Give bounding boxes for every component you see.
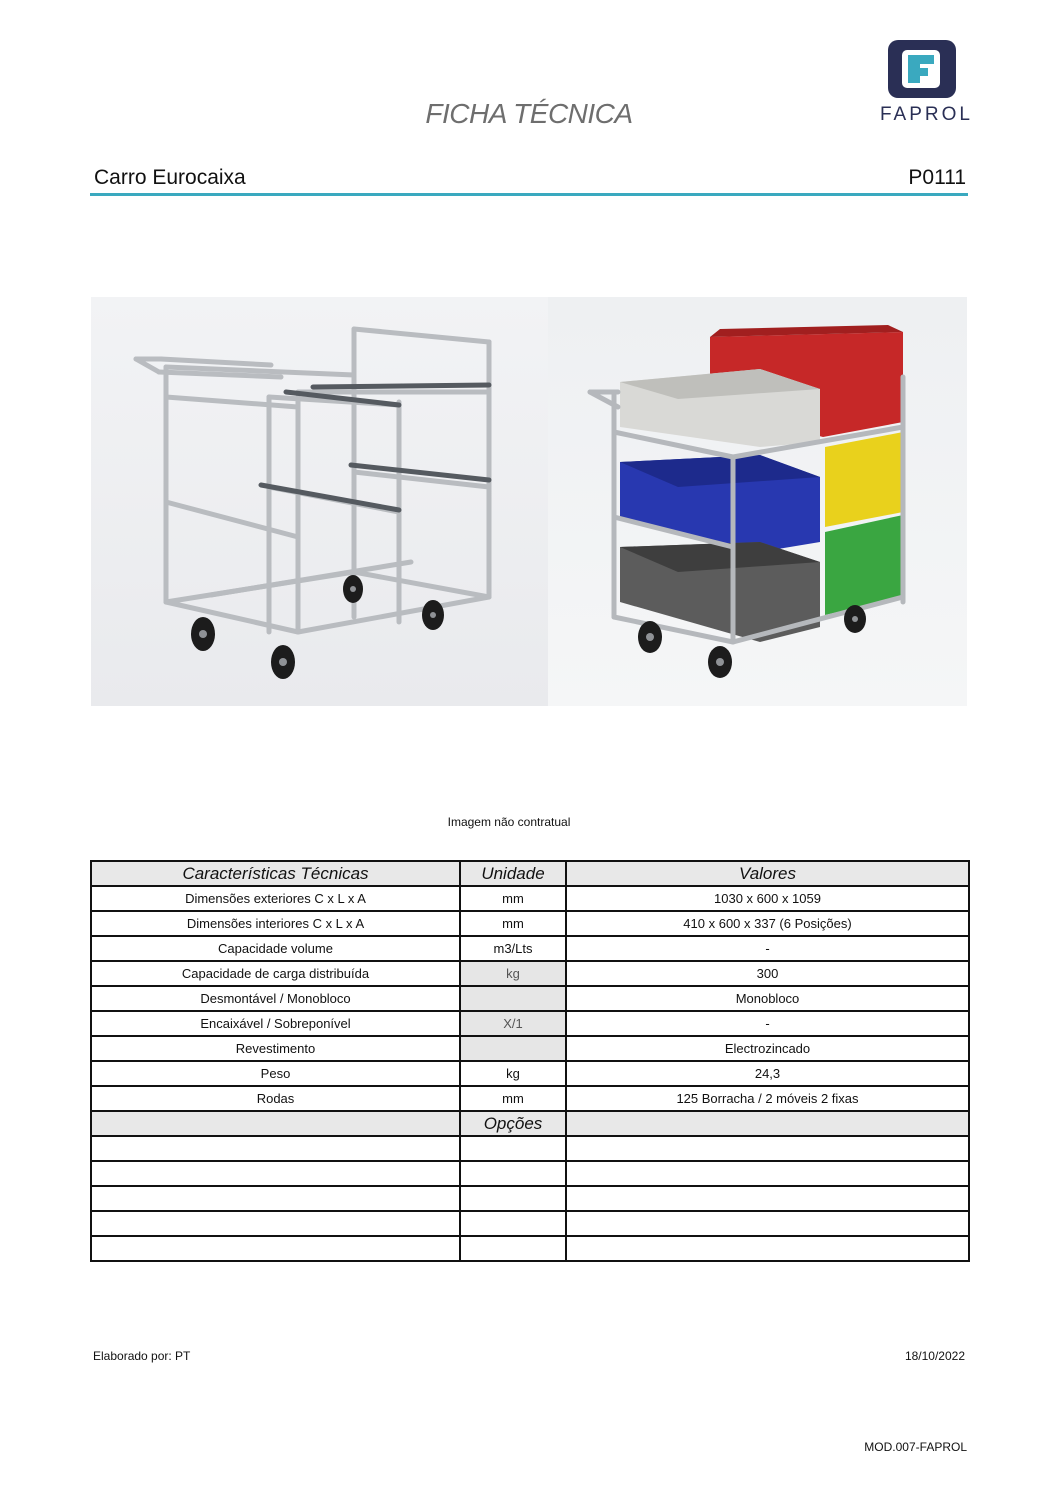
spec-label: Desmontável / Monobloco bbox=[91, 986, 460, 1011]
empty-cell bbox=[91, 1136, 460, 1161]
spec-value: - bbox=[566, 936, 969, 961]
empty-cell bbox=[91, 1211, 460, 1236]
empty-cell bbox=[91, 1186, 460, 1211]
table-row bbox=[91, 1086, 969, 1111]
table-row bbox=[91, 886, 969, 911]
spec-label: Rodas bbox=[91, 1086, 460, 1111]
table-row bbox=[91, 961, 969, 986]
faprol-logo bbox=[880, 38, 973, 126]
spec-value: 1030 x 600 x 1059 bbox=[566, 886, 969, 911]
spec-unit bbox=[460, 1036, 566, 1061]
spec-value: 24,3 bbox=[566, 1061, 969, 1086]
empty-cell bbox=[460, 1136, 566, 1161]
logo-wordmark: FAPROL bbox=[880, 104, 973, 125]
author-label: Elaborado por: PT bbox=[93, 1349, 191, 1363]
spec-unit: mm bbox=[460, 911, 566, 936]
empty-cell bbox=[91, 1236, 460, 1261]
product-name: Carro Eurocaixa bbox=[94, 166, 246, 189]
spec-value: Electrozincado bbox=[566, 1036, 969, 1061]
empty-cell bbox=[566, 1161, 969, 1186]
product-image-loaded-trolley bbox=[548, 297, 967, 706]
table-header-row bbox=[91, 861, 969, 886]
empty-cell bbox=[460, 1236, 566, 1261]
empty-option-row bbox=[91, 1161, 969, 1186]
trolley-frame-illustration bbox=[91, 297, 548, 706]
spec-label: Capacidade de carga distribuída bbox=[91, 961, 460, 986]
product-image-empty-trolley bbox=[91, 297, 548, 706]
empty-cell bbox=[566, 1136, 969, 1161]
faprol-logo-icon bbox=[886, 38, 958, 100]
spec-unit: X/1 bbox=[460, 1011, 566, 1036]
spec-value: 410 x 600 x 337 (6 Posições) bbox=[566, 911, 969, 936]
empty-cell bbox=[460, 1211, 566, 1236]
spec-unit bbox=[460, 986, 566, 1011]
empty-cell bbox=[566, 1211, 969, 1236]
trolley-with-crates-illustration bbox=[548, 297, 967, 706]
spec-label: Encaixável / Sobreponível bbox=[91, 1011, 460, 1036]
empty-option-row bbox=[91, 1136, 969, 1161]
table-row bbox=[91, 936, 969, 961]
spec-value: Monobloco bbox=[566, 986, 969, 1011]
empty-cell bbox=[566, 1236, 969, 1261]
spec-label: Dimensões interiores C x L x A bbox=[91, 911, 460, 936]
document-date: 18/10/2022 bbox=[904, 1349, 965, 1363]
options-header: Opções bbox=[460, 1111, 566, 1136]
table-row bbox=[91, 986, 969, 1011]
options-header-row bbox=[91, 1111, 969, 1136]
spec-unit: m3/Lts bbox=[460, 936, 566, 961]
product-code: P0111 bbox=[908, 166, 966, 189]
header-characteristics: Características Técnicas bbox=[91, 861, 460, 886]
empty-cell bbox=[460, 1161, 566, 1186]
spec-unit: kg bbox=[460, 1061, 566, 1086]
table-row bbox=[91, 1011, 969, 1036]
empty-option-row bbox=[91, 1186, 969, 1211]
spec-value: 300 bbox=[566, 961, 969, 986]
form-code: MOD.007-FAPROL bbox=[864, 1440, 967, 1454]
empty-cell bbox=[460, 1186, 566, 1211]
image-disclaimer: Imagem não contratual bbox=[447, 815, 571, 829]
empty-option-row bbox=[91, 1236, 969, 1261]
title-divider bbox=[90, 193, 968, 196]
empty-cell bbox=[566, 1186, 969, 1211]
empty-option-row bbox=[91, 1211, 969, 1236]
spec-unit: mm bbox=[460, 886, 566, 911]
table-row bbox=[91, 911, 969, 936]
spec-unit: kg bbox=[460, 961, 566, 986]
technical-specs-table bbox=[90, 860, 970, 1262]
options-header-blank bbox=[91, 1111, 460, 1136]
spec-unit: mm bbox=[460, 1086, 566, 1111]
spec-value: - bbox=[566, 1011, 969, 1036]
spec-label: Capacidade volume bbox=[91, 936, 460, 961]
spec-label: Peso bbox=[91, 1061, 460, 1086]
spec-label: Dimensões exteriores C x L x A bbox=[91, 886, 460, 911]
document-title: FICHA TÉCNICA bbox=[425, 98, 633, 129]
header-unit: Unidade bbox=[460, 861, 566, 886]
spec-label: Revestimento bbox=[91, 1036, 460, 1061]
header-values: Valores bbox=[566, 861, 969, 886]
options-header-blank bbox=[566, 1111, 969, 1136]
spec-value: 125 Borracha / 2 móveis 2 fixas bbox=[566, 1086, 969, 1111]
table-row bbox=[91, 1036, 969, 1061]
table-row bbox=[91, 1061, 969, 1086]
empty-cell bbox=[91, 1161, 460, 1186]
